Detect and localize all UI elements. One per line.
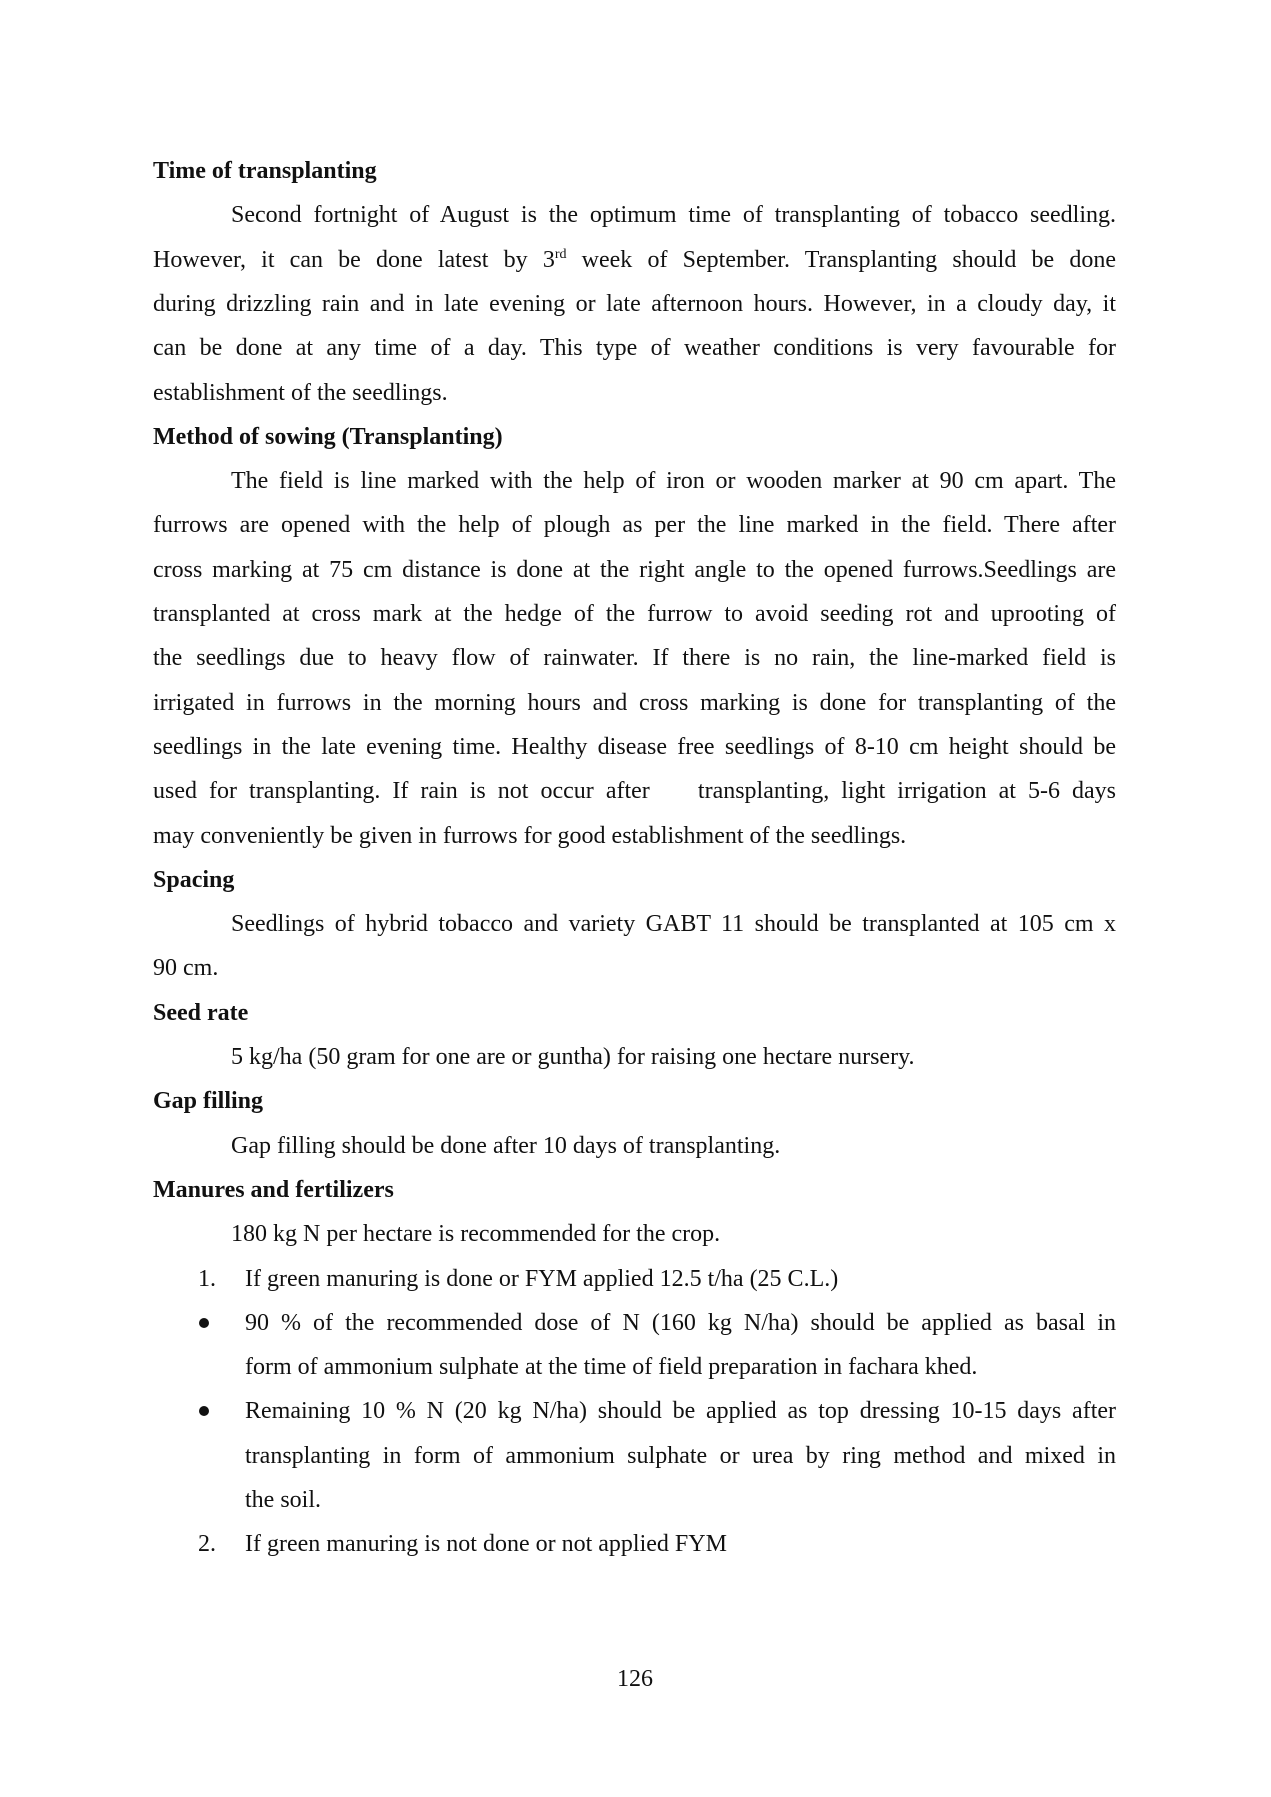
list-item-line: 90 % of the recommended dose of N (160 kg N/ha) should be applied as basal in [245,1309,1116,1336]
page-number: 126 [617,1666,653,1692]
paragraph-line: can be done at any time of a day. This type of weather conditions is very favourable for [153,335,1116,362]
section-heading-method-of-sowing: Method of sowing (Transplanting) [153,423,503,450]
text-fragment: However, it can be done latest by 3 [153,246,555,273]
list-item-line: form of ammonium sulphate at the time of field preparation in fachara khed. [245,1354,978,1381]
section-heading-spacing: Spacing [153,866,235,893]
paragraph-line [153,245,1116,275]
bullet-icon [199,1406,209,1416]
list-item-line: If green manuring is not done or not applied FYM [245,1531,727,1558]
paragraph-line: irrigated in furrows in the morning hours and cross marking is done for transplanting of the [153,689,1116,716]
section-heading-seed-rate: Seed rate [153,999,249,1026]
paragraph-line: establishment of the seedlings. [153,379,448,406]
paragraph-line: The field is line marked with the help of iron or wooden marker at 90 cm apart. The [231,468,1116,495]
list-item-line: Remaining 10 % N (20 kg N/ha) should be applied as top dressing 10-15 days after [245,1398,1116,1425]
text-fragment: week of September. Transplanting should be done [566,246,1117,273]
paragraph-line: Gap filling should be done after 10 days of transplanting. [231,1132,781,1159]
paragraph-line: seedlings in the late evening time. Healthy disease free seedlings of 8-10 cm height should be [153,733,1116,760]
bullet-icon [199,1318,209,1328]
paragraph-line: 90 cm. [153,955,219,982]
paragraph-line: Seedlings of hybrid tobacco and variety GABT 11 should be transplanted at 105 cm x [231,911,1116,938]
superscript: rd [554,246,567,262]
list-item-line: If green manuring is done or FYM applied 12.5 t/ha (25 C.L.) [245,1265,839,1292]
list-item-line: the soil. [245,1487,321,1513]
paragraph-line: Second fortnight of August is the optimum time of transplanting of tobacco seedling. [231,202,1116,229]
list-number-marker: 1. [198,1265,216,1292]
list-item-line: transplanting in form of ammonium sulphate or urea by ring method and mixed in [245,1442,1116,1469]
section-heading-gap-filling: Gap filling [153,1088,264,1115]
section-heading-time-of-transplanting: Time of transplanting [153,158,377,184]
paragraph-line: may conveniently be given in furrows for good establishment of the seedlings. [153,822,907,849]
paragraph-line: during drizzling rain and in late evening or late afternoon hours. However, in a cloudy day, it [153,290,1116,317]
paragraph-line: the seedlings due to heavy flow of rainwater. If there is no rain, the line-marked field is [153,645,1116,672]
paragraph-line: cross marking at 75 cm distance is done at the right angle to the opened furrows.Seedlings are [153,556,1116,583]
paragraph-line: transplanted at cross mark at the hedge of the furrow to avoid seeding rot and uprooting of [153,601,1116,627]
list-number-marker: 2. [198,1531,216,1558]
paragraph-line: 180 kg N per hectare is recommended for the crop. [231,1221,721,1248]
paragraph-line: furrows are opened with the help of plough as per the line marked in the field. There after [153,512,1116,539]
paragraph-line: 5 kg/ha (50 gram for one are or guntha) for raising one hectare nursery. [231,1044,915,1070]
section-heading-manures-and-fertilizers: Manures and fertilizers [153,1176,394,1203]
paragraph-line: used for transplanting. If rain is not occur after transplanting, light irrigation at 5-6 days [153,778,1116,805]
